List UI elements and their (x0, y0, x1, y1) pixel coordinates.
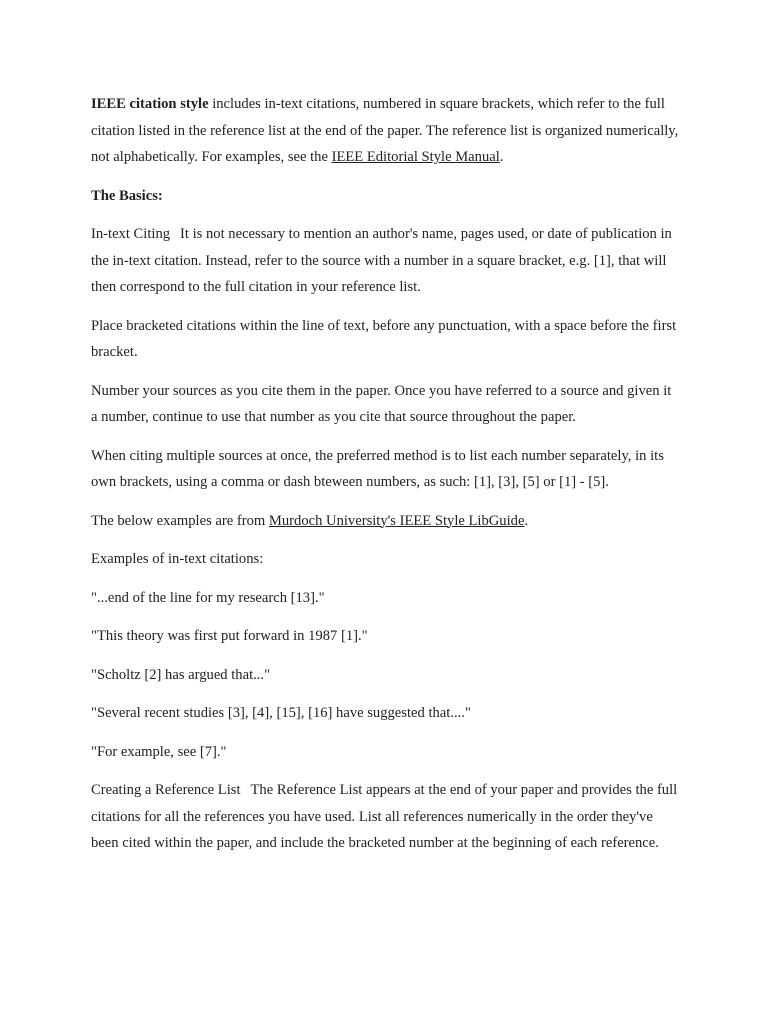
document-body (91, 91, 681, 869)
intro-text-end: . (499, 149, 504, 165)
reference-list-label: Creating a Reference List (91, 782, 241, 798)
example-item: "Scholtz [2] has argued that..." (91, 666, 271, 683)
intro-bold-term: IEEE citation style (91, 96, 209, 112)
murdoch-libguide-link[interactable]: Murdoch University's IEEE Style LibGuide (268, 512, 525, 529)
ieee-manual-link[interactable]: IEEE Editorial Style Manual (331, 149, 500, 165)
source-note-text: The below examples are from (91, 512, 269, 529)
reference-list-paragraph (91, 777, 681, 857)
basics-heading (91, 183, 681, 210)
source-note-paragraph (91, 508, 681, 535)
multiple-sources-paragraph: When citing multiple sources at once, the preferred method is to list each number separately, in its own brackets, using a comma or dash bteween numbers, as such: [1], [3], [5] or [1] - [5]. (91, 447, 664, 490)
reference-list-text: The Reference List appears at the end of your paper and provides the full citations for all the references you have used. List all references numerically in the order they've been cited within the paper, and include the bracketed number at the beginning of each reference. (91, 782, 678, 851)
in-text-citing-text: It is not necessary to mention an author's name, pages used, or date of publication in the in-text citation. Instead, refer to the source with a number in a square bracket, e.g. [1], that will then correspond to the full citation in your reference list. (91, 226, 672, 295)
basics-heading-text: The Basics: (91, 187, 163, 204)
example-item: "Several recent studies [3], [4], [15], [16] have suggested that...." (91, 705, 471, 721)
source-note-end: . (524, 512, 529, 529)
example-item: "For example, see [7]." (91, 743, 227, 760)
intro-text: includes in-text citations, numbered in square brackets, which refer to the full citation listed in the reference list at the end of the paper. The reference list is organized numerically, not alphabetically. For examples, see the (91, 96, 679, 165)
example-item: "This theory was first put forward in 1987 [1]." (91, 628, 368, 644)
placement-paragraph: Place bracketed citations within the line of text, before any punctuation, with a space before the first bracket. (91, 317, 677, 360)
in-text-citing-paragraph (91, 221, 681, 301)
numbering-paragraph: Number your sources as you cite them in the paper. Once you have referred to a source and given it a number, continue to use that number as you cite that source throughout the paper. (91, 382, 672, 425)
examples-heading: Examples of in-text citations: (91, 551, 264, 567)
intro-paragraph (91, 91, 681, 171)
in-text-citing-label: In-text Citing (91, 226, 171, 242)
example-item: "...end of the line for my research [13]." (91, 589, 325, 606)
